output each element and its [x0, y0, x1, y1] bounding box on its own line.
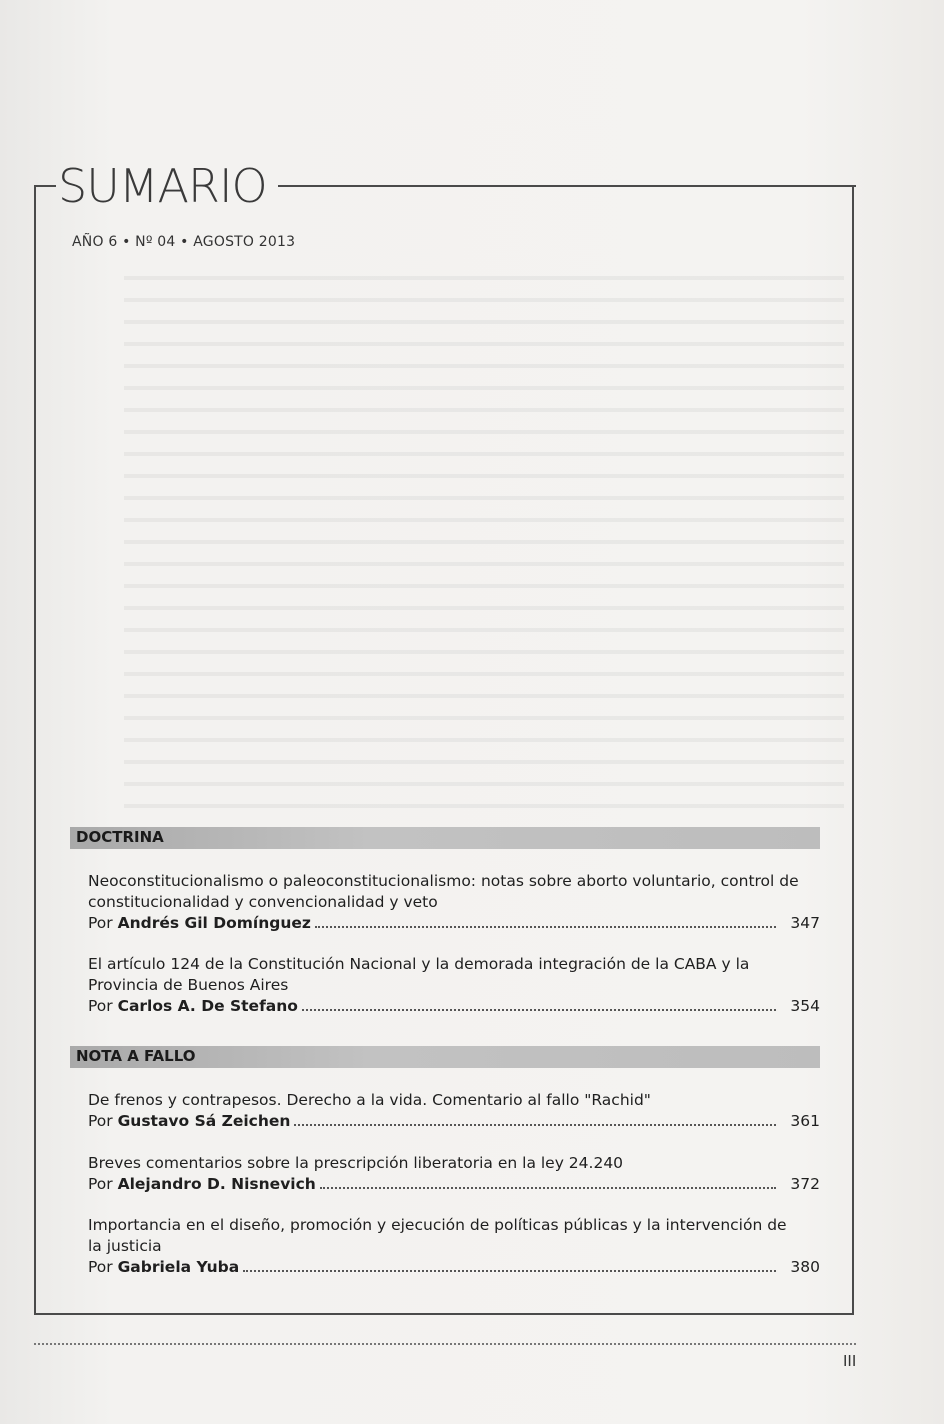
- toc-entry[interactable]: [88, 954, 820, 1017]
- entry-page: 380: [790, 1258, 820, 1276]
- entry-byline: [88, 996, 820, 1017]
- footer-divider: [34, 1343, 856, 1345]
- toc-entry[interactable]: [88, 1215, 820, 1278]
- bleed-through-texture: [124, 262, 844, 817]
- toc-entry[interactable]: [88, 1153, 820, 1195]
- entry-page: 361: [790, 1112, 820, 1130]
- toc-entry[interactable]: [88, 871, 820, 934]
- entry-author: Alejandro D. Nisnevich: [117, 1175, 316, 1193]
- section-heading: DOCTRINA: [76, 828, 164, 846]
- dot-leader: [320, 1187, 776, 1189]
- por-label: Por: [88, 914, 118, 932]
- por-label: Por: [88, 997, 118, 1015]
- entry-title: El artículo 124 de la Constitución Nacional y la demorada integración de la CABA y la Provincia de Buenos Aires: [88, 955, 750, 994]
- dot-leader: [294, 1124, 776, 1126]
- entry-byline: [88, 1174, 820, 1195]
- entry-byline: [88, 913, 820, 934]
- toc-entry[interactable]: [88, 1090, 820, 1132]
- dot-leader: [302, 1009, 776, 1011]
- por-label: Por: [88, 1258, 118, 1276]
- entry-page: 372: [790, 1175, 820, 1193]
- entry-author: Gabriela Yuba: [117, 1258, 240, 1276]
- dot-leader: [315, 926, 776, 928]
- page-title: SUMARIO: [58, 159, 267, 213]
- entry-page: 347: [790, 914, 820, 932]
- entry-author: Andrés Gil Domínguez: [117, 914, 311, 932]
- por-label: Por: [88, 1112, 118, 1130]
- dot-leader: [243, 1270, 776, 1272]
- section-header-doctrina: [70, 827, 820, 849]
- entry-byline: [88, 1257, 820, 1278]
- section-header-nota-a-fallo: [70, 1046, 820, 1068]
- section-heading: NOTA A FALLO: [76, 1047, 196, 1065]
- entry-author: Carlos A. De Stefano: [117, 997, 298, 1015]
- issue-info: AÑO 6 • Nº 04 • AGOSTO 2013: [72, 234, 296, 250]
- entry-page: 354: [790, 997, 820, 1015]
- page-number: III: [843, 1352, 857, 1370]
- entry-title: De frenos y contrapesos. Derecho a la vida. Comentario al fallo "Rachid": [88, 1091, 651, 1109]
- entry-title: Importancia en el diseño, promoción y ejecución de políticas públicas y la intervención de la justicia: [88, 1216, 787, 1255]
- entry-byline: [88, 1111, 820, 1132]
- entry-author: Gustavo Sá Zeichen: [117, 1112, 291, 1130]
- por-label: Por: [88, 1175, 118, 1193]
- entry-title: Breves comentarios sobre la prescripción liberatoria en la ley 24.240: [88, 1154, 624, 1172]
- entry-title: Neoconstitucionalismo o paleoconstitucionalismo: notas sobre aborto voluntario, control de constitucionalidad y convencionalidad y veto: [88, 872, 799, 911]
